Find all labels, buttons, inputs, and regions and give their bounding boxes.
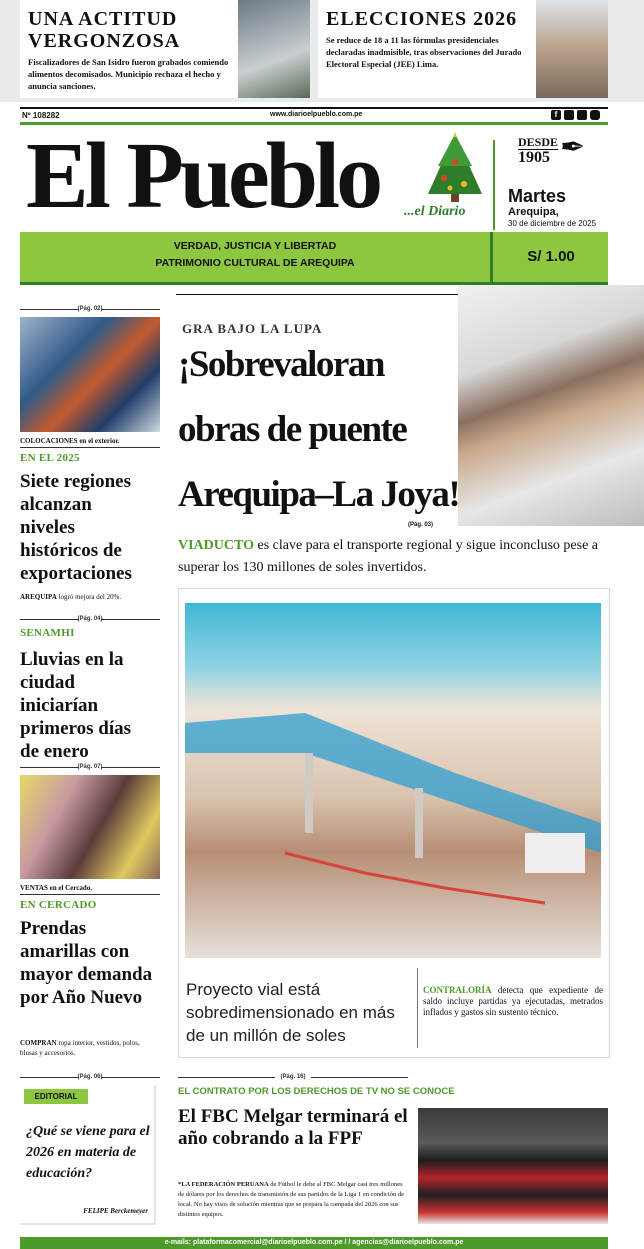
main-side-bold: CONTRALORÍA bbox=[423, 985, 492, 995]
sidebar-3-photo bbox=[20, 775, 160, 879]
masthead-divider bbox=[493, 140, 495, 230]
sidebar-1-lead-text: logró mejora del 20%. bbox=[56, 593, 122, 601]
main-headline-3[interactable]: Arequipa–La Joya! bbox=[178, 474, 460, 515]
youtube-icon[interactable] bbox=[590, 110, 600, 120]
masthead-tagline: ...el Diario bbox=[404, 204, 466, 219]
sports-body-bold: *LA FEDERACIÓN PERUANA bbox=[178, 1181, 269, 1188]
teaser-left-body: Fiscalizadores de San Isidro fueron grabados comiendo alimentos decomisados. Municipio rechaza el hecho y anuncia sanciones. bbox=[28, 57, 229, 91]
editorial-title: ¿Qué se viene para el 2026 en materia de educación? bbox=[26, 1124, 150, 1181]
main-photo-divider bbox=[417, 968, 418, 1048]
masthead-date: 30 de diciembre de 2025 bbox=[508, 219, 597, 228]
website-link[interactable]: www.diarioelpueblo.com.pe bbox=[270, 111, 363, 118]
teaser-left-photo bbox=[238, 0, 310, 98]
sports-title[interactable]: El FBC Melgar terminará el año cobrando a la FPF bbox=[178, 1106, 408, 1149]
sidebar-1-kicker: EN EL 2025 bbox=[20, 452, 80, 464]
sidebar-1-page-ref: (Pág. 02) bbox=[20, 306, 160, 312]
main-lead-text: es clave para el transporte regional y sigue inconcluso pese a superar los 130 millones de soles invertidos. bbox=[178, 538, 599, 575]
sidebar-1-photo bbox=[20, 317, 160, 432]
price-divider bbox=[490, 232, 493, 282]
sidebar-2-kicker: SENAMHI bbox=[20, 627, 75, 639]
teaser-right-title: ELECCIONES 2026 bbox=[326, 8, 518, 30]
teaser-left[interactable] bbox=[20, 0, 310, 98]
twitter-icon[interactable] bbox=[577, 110, 587, 120]
sidebar-3-lead-text: ropa interior, vestidos, polos, blusas y accesorios. bbox=[20, 1039, 140, 1057]
bridge-construction-photo bbox=[185, 603, 601, 958]
top-rule bbox=[20, 107, 608, 109]
sidebar-3-kicker: EN CERCADO bbox=[20, 899, 97, 911]
issue-number: Nº 108282 bbox=[22, 111, 60, 120]
footer-emails[interactable]: e-mails: plataformacomercial@diarioelpueblo.com.pe / / agencias@diarioelpueblo.com.pe bbox=[164, 1239, 464, 1246]
since-badge bbox=[518, 131, 590, 177]
teaser-left-title: UNA ACTITUD VERGONZOSA bbox=[28, 8, 181, 52]
editorial-box[interactable] bbox=[20, 1085, 156, 1225]
main-lead-bold: VIADUCTO bbox=[178, 538, 254, 553]
sidebar-3-lead bbox=[20, 1038, 158, 1058]
social-icons bbox=[551, 110, 600, 120]
motto-line-1: VERDAD, JUSTICIA Y LIBERTAD bbox=[173, 240, 337, 252]
sidebar-1-lead bbox=[20, 592, 160, 602]
masthead-day: Martes bbox=[508, 186, 567, 206]
sidebar-3-title[interactable]: Prendas amarillas con mayor demanda por Año Nuevo bbox=[20, 918, 153, 1008]
main-lead bbox=[178, 535, 610, 579]
sidebar-1-lead-bold: AREQUIPA bbox=[20, 593, 57, 601]
melgar-team-photo bbox=[418, 1108, 608, 1224]
main-headline-2[interactable]: obras de puente bbox=[178, 409, 407, 450]
main-side-text-body: detecta que expediente de saldo incluye partidas ya ejecutadas, metrados inflados y gastos sin sustento técnico. bbox=[423, 985, 603, 1017]
since-year: 1905 bbox=[518, 149, 558, 166]
feather-icon: ✒ bbox=[560, 131, 586, 164]
motto-line-2: PATRIMONIO CULTURAL DE AREQUIPA bbox=[155, 257, 355, 269]
sports-page-ref: (Pág. 16) bbox=[178, 1074, 408, 1080]
masthead-logo[interactable]: El Pueblo bbox=[26, 124, 380, 228]
teaser-right-body: Se reduce de 18 a 11 las fórmulas presidenciales declaradas inadmisible, tras observaciones del Jurado Electoral Especial (JEE) Lima. bbox=[326, 35, 522, 69]
main-headline-1[interactable]: ¡Sobrevaloran bbox=[178, 344, 384, 385]
sidebar-2-page-ref: (Pág. 04) bbox=[20, 616, 160, 622]
teaser-right-photo bbox=[536, 0, 608, 98]
sports-body bbox=[178, 1180, 410, 1220]
teaser-right[interactable] bbox=[318, 0, 608, 98]
main-photo-caption: Proyecto vial está sobredimensionado en más de un millón de soles bbox=[186, 980, 395, 1045]
editorial-label: EDITORIAL bbox=[24, 1089, 88, 1104]
sidebar-3-photo-caption: VENTAS en el Cercado. bbox=[20, 884, 93, 892]
editorial-author: FELIPE Berckemeyer bbox=[83, 1207, 148, 1215]
sidebar-4-page-ref: (Pág. 06) bbox=[20, 1074, 160, 1080]
facebook-icon[interactable]: f bbox=[551, 110, 561, 120]
instagram-icon[interactable] bbox=[564, 110, 574, 120]
sidebar-3-page-ref: (Pág. 07) bbox=[20, 764, 160, 770]
main-side-text bbox=[423, 985, 603, 1018]
since-label: DESDE bbox=[518, 135, 559, 149]
sports-kicker: EL CONTRATO POR LOS DERECHOS DE TV NO SE CONOCE bbox=[178, 1086, 455, 1097]
main-kicker: GRA BAJO LA LUPA bbox=[182, 321, 323, 336]
masthead-city: Arequipa, bbox=[508, 206, 559, 218]
sidebar-1-photo-caption: COLOCACIONES en el exterior. bbox=[20, 437, 120, 445]
sidebar-2-title[interactable]: Lluvias en la ciudad iniciarían primeros días de enero bbox=[20, 649, 132, 762]
christmas-tree-icon bbox=[424, 132, 486, 204]
official-portrait-photo bbox=[458, 285, 644, 526]
sidebar-3-lead-bold: COMPRAN bbox=[20, 1039, 57, 1047]
sidebar-3-caption-rule bbox=[20, 894, 160, 895]
price: S/ 1.00 bbox=[527, 248, 575, 265]
sidebar-1-caption-rule bbox=[20, 447, 160, 448]
main-page-ref: (Pág. 03) bbox=[408, 522, 434, 528]
sports-body-text: de Fútbol le debe al FBC Melgar casi tres millones de dólares por los derechos de transmisión de sus partidos de la Liga 1 en condición de local. No hay visos de solución mientras que se prepara la campaña del 2026 con sus distintos equipos. bbox=[178, 1181, 404, 1218]
sidebar-1-title[interactable]: Siete regiones alcanzan niveles históricos de exportaciones bbox=[20, 471, 132, 584]
